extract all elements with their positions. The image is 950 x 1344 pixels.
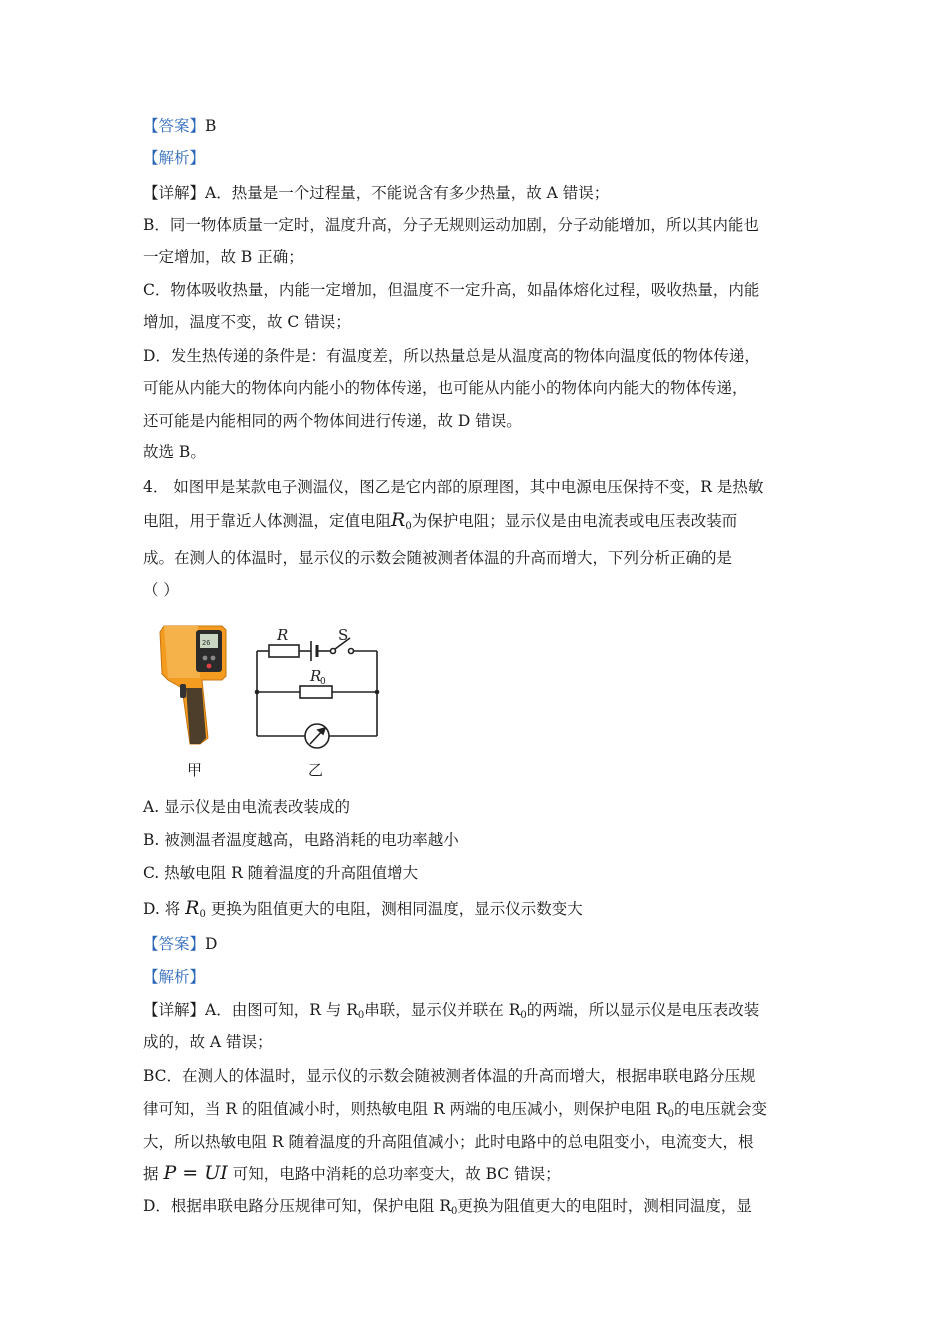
circuit-label-r0-sub: 0 (320, 677, 326, 687)
q3-detail-line-7: 可能从内能大的物体向内能小的物体传递，也可能从内能小的物体向内能大的物体传递， (143, 379, 748, 397)
q4-detail-line-1: 【详解】A．由图可知，R 与 $R_0$串联，显示仪并联在 $R_0$的两端，所以显示仪是电压表改装 (143, 1001, 760, 1021)
q4-detail-line-2: 成的，故 A 错误； (143, 1033, 273, 1051)
q4-option-b: B. 被测温者温度越高，电路消耗的电功率越小 (143, 831, 459, 849)
q4-detail-line-3: BC．在测人的体温时，显示仪的示数会随被测者体温的升高而增大，根据串联电路分压规 (143, 1067, 756, 1085)
q4-option-c: C. 热敏电阻 R 随着温度的升高阻值增大 (143, 864, 419, 882)
circuit-label-r: R (277, 626, 289, 644)
q4-figure (150, 618, 390, 788)
q4-stem-line-1: 4． 如图甲是某款电子测温仪，图乙是它内部的原理图，其中电源电压保持不变，R 是热敏 (143, 478, 764, 496)
q3-detail-line-8: 还可能是内能相同的两个物体间进行传递，故 D 错误。 (143, 412, 522, 430)
q4-detail-line-7: D．根据串联电路分压规律可知，保护电阻 $R_0$更换为阻值更大的电阻时，测相同温度，显 (143, 1197, 752, 1217)
thermometer-and-circuit-diagram (150, 618, 390, 788)
q4-answer: 【答案】D (143, 935, 218, 953)
q3-detail-line-1: 【详解】A．热量是一个过程量，不能说含有多少热量，故 A 错误； (143, 184, 610, 202)
caption-yi: 乙 (308, 761, 324, 779)
caption-jia: 甲 (187, 761, 203, 779)
q4-stem-line-3: 成。在测人的体温时，显示仪的示数会随被测者体温的升高而增大，下列分析正确的是 (143, 549, 733, 567)
q3-detail-line-3: 一定增加，故 B 正确； (143, 248, 304, 266)
q3-detail-line-6: D．发生热传递的条件是：有温度差，所以热量总是从温度高的物体向温度低的物体传递， (143, 347, 760, 365)
q3-detail-line-5: 增加，温度不变，故 C 错误； (143, 313, 351, 331)
thermometer-gun-image (160, 626, 226, 744)
circuit-label-s: S (338, 626, 349, 644)
q4-stem-line-2: 电阻，用于靠近人体测温，定值电阻$R_0$为保护电阻；显示仪是由电流表或电压表改装而 (143, 509, 738, 532)
q4-detail-line-5: 大，所以热敏电阻 R 随着温度的升高阻值减小；此时电路中的总电阻变小，电流变大，根 (143, 1133, 754, 1151)
q3-analysis-tag: 【解析】 (143, 149, 206, 167)
q4-detail-line-4: 律可知，当 R 的阻值减小时，则热敏电阻 R 两端的电压减小，则保护电阻 $R_0$的电压就会变 (143, 1100, 768, 1120)
q3-detail-line-4: C．物体吸收热量，内能一定增加，但温度不一定升高，如晶体熔化过程，吸收热量，内能 (143, 281, 760, 299)
q4-stem-line-4: （ ） (143, 581, 179, 599)
q4-analysis-tag: 【解析】 (143, 968, 206, 986)
q3-answer: 【答案】B (143, 117, 217, 135)
q4-detail-line-6: 据 P = UI 可知，电路中消耗的总功率变大，故 BC 错误； (143, 1162, 561, 1184)
q4-option-d: D. 将 $R_0$ 更换为阻值更大的电阻，测相同温度，显示仪示数变大 (143, 897, 583, 920)
circuit-diagram (257, 638, 377, 748)
q3-conclusion: 故选 B。 (143, 443, 206, 461)
svg-text:26: 26 (202, 639, 211, 647)
q4-option-a: A. 显示仪是由电流表改装成的 (143, 798, 351, 816)
q3-detail-line-2: B．同一物体质量一定时，温度升高，分子无规则运动加剧，分子动能增加，所以其内能也 (143, 216, 759, 234)
circuit-label-r0: R (310, 667, 322, 685)
